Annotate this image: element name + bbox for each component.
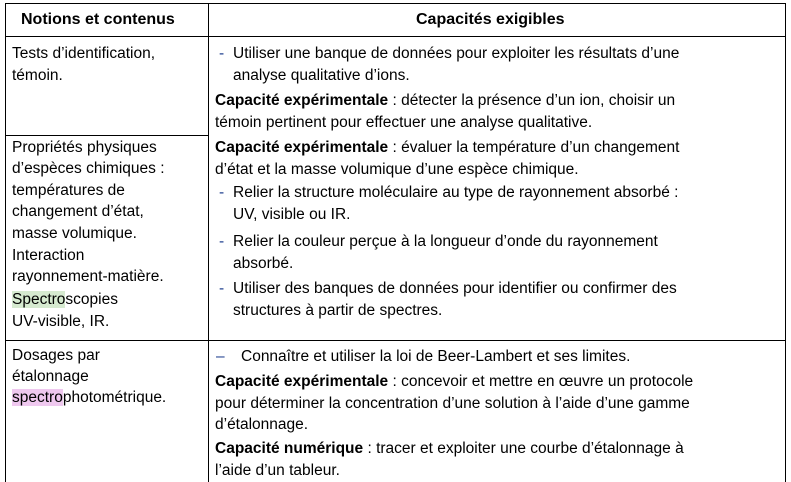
row3-item1-line1: Connaître et utiliser la loi de Beer-Lambert et ses limites.: [241, 348, 631, 365]
row1-exp-text1: : détecter la présence d’un ion, choisir un: [388, 92, 676, 109]
spectro-highlight-green: Spectro: [12, 291, 66, 308]
row2-exp-text1: : évaluer la température d’un changement: [388, 139, 680, 156]
row2-exp-line2: d’état et la masse volumique d’une espèce chimique.: [215, 161, 579, 178]
row3-item1-dash: –: [216, 348, 225, 365]
row3-top-border: [5, 340, 786, 341]
row2-notions-line4: changement d’état,: [12, 203, 144, 220]
row1-notions-line1: Tests d’identification,: [12, 45, 156, 62]
row2-notions-line6: Interaction: [12, 247, 85, 264]
row2-exp-label: Capacité expérimentale: [215, 139, 389, 156]
row3-exp-line1: [215, 371, 693, 393]
row2-notions-line2: d’espèces chimiques :: [12, 160, 165, 177]
row3-num-text1: : tracer et exploiter une courbe d’étalonnage à: [363, 440, 684, 457]
row3-spectro-rest: photométrique.: [62, 389, 167, 406]
row3-num-line2: l’aide d’un tableur.: [215, 462, 340, 479]
row2-item3-line1: Utiliser des banques de données pour identifier ou confirmer des: [233, 280, 677, 297]
row2-exp-line1: [215, 137, 679, 159]
row2-item2-line1: Relier la couleur perçue à la longueur d’onde du rayonnement: [233, 233, 658, 250]
row3-num-line1: [215, 438, 684, 460]
row2-item3-dash: -: [219, 280, 225, 297]
spectro-highlight-pink: spectro: [12, 389, 63, 406]
row1-exp-line2: témoin pertinent pour effectuer une analyse qualitative.: [215, 114, 593, 131]
row2-item1-line2: UV, visible ou IR.: [233, 206, 351, 223]
header-notions: Notions et contenus: [21, 11, 175, 28]
row1-item1-line1: Utiliser une banque de données pour exploiter les résultats d’une: [233, 45, 680, 62]
row1-item1-line2: analyse qualitative d’ions.: [233, 67, 410, 84]
row2-notions-line8: [12, 289, 118, 311]
row2-item1-line1: Relier la structure moléculaire au type de rayonnement absorbé :: [233, 184, 679, 201]
row1-exp-label: Capacité expérimentale: [215, 92, 389, 109]
column-divider: [208, 3, 209, 482]
row2-spectro-rest: scopies: [65, 291, 118, 308]
row2-notions-line9: UV-visible, IR.: [12, 313, 110, 330]
row2-notions-line5: masse volumique.: [12, 225, 137, 242]
header-capacites: Capacités exigibles: [416, 11, 565, 28]
row2-notions-line3: températures de: [12, 182, 125, 199]
row2-notions-line7: rayonnement-matière.: [12, 268, 164, 285]
row2-top-border: [5, 135, 209, 136]
row1-exp-line1: [215, 90, 675, 112]
row3-notions-line3: [12, 387, 166, 409]
row2-notions-line1: Propriétés physiques: [12, 139, 157, 156]
row1-notions-line2: témoin.: [12, 67, 63, 84]
row3-exp-line3: d’étalonnage.: [215, 416, 309, 433]
row3-exp-text1: : concevoir et mettre en œuvre un protocole: [388, 373, 694, 390]
row1-item1-dash: -: [219, 45, 225, 62]
row2-item2-dash: -: [219, 233, 225, 250]
row2-item3-line2: structures à partir de spectres.: [233, 302, 443, 319]
row3-exp-label: Capacité expérimentale: [215, 373, 389, 390]
row3-notions-line1: Dosages par: [12, 347, 100, 364]
header-bottom-border: [5, 36, 786, 37]
table-top-border: [5, 3, 786, 4]
row2-item2-line2: absorbé.: [233, 255, 294, 272]
row3-exp-line2: pour déterminer la concentration d’une solution à l’aide d’une gamme: [215, 395, 690, 412]
row3-notions-line2: étalonnage: [12, 368, 89, 385]
table-left-border: [5, 3, 6, 482]
row3-num-label: Capacité numérique: [215, 440, 364, 457]
row2-item1-dash: -: [219, 184, 225, 201]
table-right-border: [785, 3, 786, 482]
